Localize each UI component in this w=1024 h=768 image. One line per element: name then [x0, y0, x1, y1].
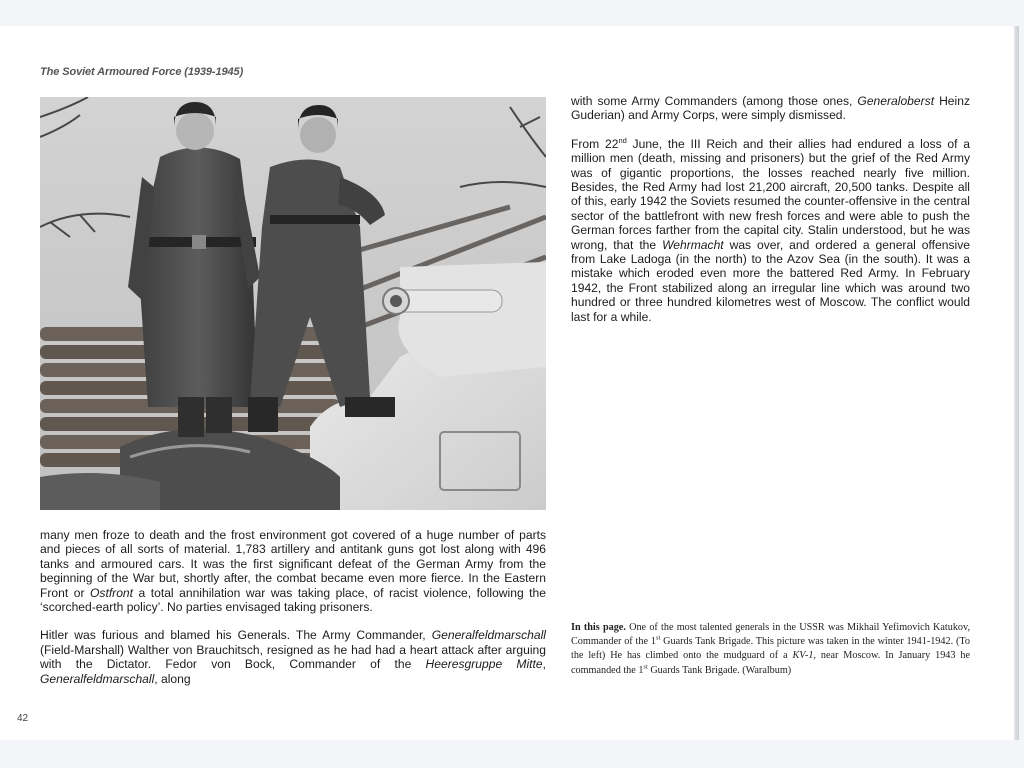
paragraph: many men froze to death and the frost environment got covered of a huge number of parts and pieces of all sorts of material. 1,783 artillery and antitank guns got lost along with 496 tanks and armoured cars. It was the first significant defeat of the German Army from the beginning of the War but, shortly after, the combat became even more fierce. In the Eastern Front or Ostfront a total annihilation war was taking place, of racist violence, following the ‘scorched-earth policy’. No parties envisaged taking prisoners. — [40, 528, 546, 615]
left-column-text — [40, 528, 546, 686]
page-edge — [1014, 26, 1019, 740]
running-head: The Soviet Armoured Force (1939-1945) — [40, 66, 244, 78]
paragraph: with some Army Commanders (among those ones, Generaloberst Heinz Guderian) and Army Corps, were simply dismissed. — [571, 94, 970, 123]
photo-image — [40, 97, 546, 510]
paragraph: Hitler was furious and blamed his Generals. The Army Commander, Generalfeldmarschall (Field-Marshall) Walther von Brauchitsch, resigned as he had had a heart attack after arguing with the Dictator. Fedor von Bock, Commander of the Heeresgruppe Mitte, Generalfeldmarschall, along — [40, 628, 546, 686]
caption-lead: In this page. — [571, 622, 626, 633]
right-column-text — [571, 94, 970, 324]
photo-caption: In this page. One of the most talented generals in the USSR was Mikhail Yefimovich Katukov, Commander of the 1st Guards Tank Brigade. This picture was taken in the winter 1941-1942. (To the left) He has climbed onto the mudguard of a KV-1, near Moscow. In January 1943 he commanded the 1st Guards Tank Brigade. (Waralbum) — [571, 622, 970, 676]
photo-generals-on-tank — [40, 97, 546, 510]
paragraph: From 22nd June, the III Reich and their allies had endured a loss of a million men (death, missing and prisoners) but the grief of the Red Army was of gigantic proportions, the losses reached nearly five million. Besides, the Red Army had lost 21,200 aircraft, 20,500 tanks. Despite all of this, early 1942 the Soviets resumed the counter-offensive in the central sector of the battlefront with new fresh forces and were able to push the German forces farther from the capital city. Stalin understood, but he was wrong, that the Wehrmacht was over, and ordered a general offensive from Lake Ladoga (in the north) to the Azov Sea (in the south). It was a mistake which eroded even more the battered Red Army. In February 1942, the Front stabilized along an irregular line which was around two hundred or three hundred kilometres west of Moscow. The conflict would last for a while. — [571, 135, 970, 324]
page-number: 42 — [17, 713, 29, 724]
